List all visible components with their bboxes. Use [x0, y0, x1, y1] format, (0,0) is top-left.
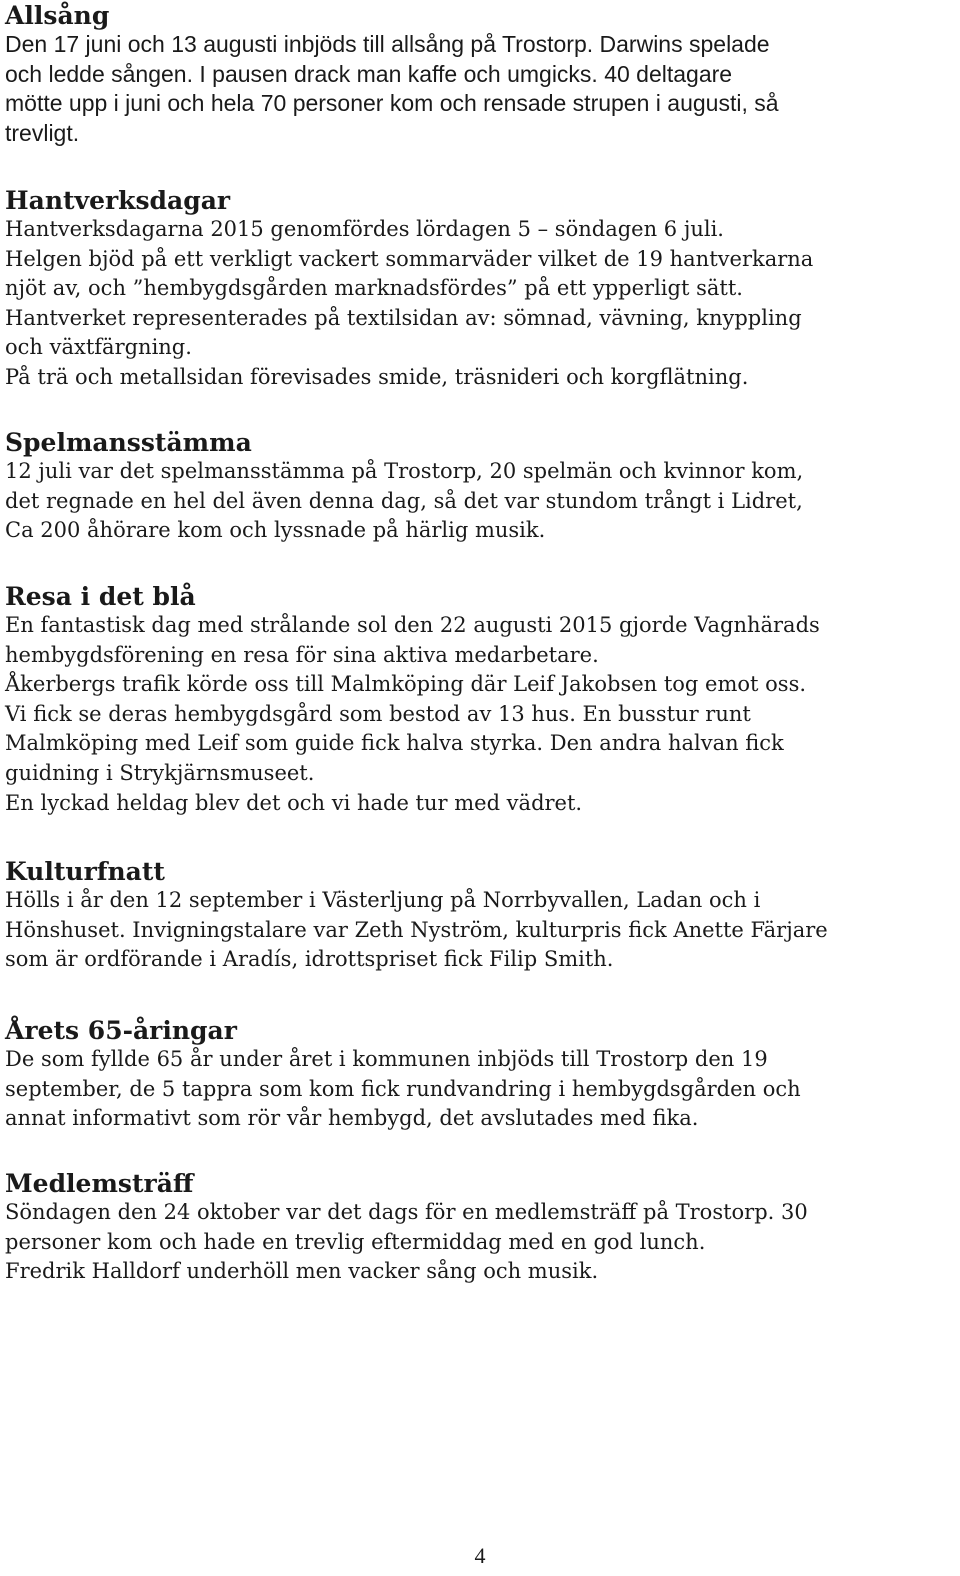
text-line: Malmköping med Leif som guide fick halva styrka. Den andra halvan fick: [5, 731, 784, 756]
text-line: trevligt.: [5, 119, 80, 146]
text-line: annat informativt som rör vår hembygd, det avslutades med fika.: [5, 1106, 699, 1131]
section-heading: Medlemsträff: [5, 1169, 194, 1198]
text-line: det regnade en hel del även denna dag, så det var stundom trångt i Lidret,: [5, 488, 803, 513]
section-medlemstraff: [5, 1169, 808, 1287]
text-line: september, de 5 tappra som kom fick rundvandring i hembygdsgården och: [5, 1076, 801, 1101]
text-line: Hönshuset. Invigningstalare var Zeth Nyström, kulturpris fick Anette Färjare: [5, 917, 828, 942]
text-line: mötte upp i juni och hela 70 personer kom och rensade strupen i augusti, så: [5, 90, 779, 117]
section-heading: Årets 65-åringar: [5, 1016, 237, 1045]
text-line: En fantastisk dag med strålande sol den 22 augusti 2015 gjorde Vagnhärads: [5, 613, 820, 637]
text-line: Fredrik Halldorf underhöll men vacker sång och musik.: [5, 1259, 599, 1284]
text-line: Åkerbergs trafik körde oss till Malmköping där Leif Jakobsen tog emot oss.: [5, 672, 807, 697]
text-line: Söndagen den 24 oktober var det dags för en medlemsträff på Trostorp. 30: [5, 1200, 808, 1224]
section-heading: Allsång: [5, 1, 110, 30]
section-kulturfnatt: [5, 857, 828, 975]
section-arets-65-aringar: [5, 1016, 801, 1134]
text-line: 12 juli var det spelmansstämma på Trostorp, 20 spelmän och kvinnor kom,: [5, 459, 804, 483]
section-heading: Resa i det blå: [5, 582, 196, 611]
section-spelmansstamma: [5, 428, 803, 546]
text-line: njöt av, och ”hembygdsgården marknadsfördes” på ett ypperligt sätt.: [5, 276, 743, 301]
section-resa-i-det-bla: [5, 582, 820, 818]
text-line: Helgen bjöd på ett verkligt vackert sommarväder vilket de 19 hantverkarna: [5, 246, 814, 271]
text-line: Ca 200 åhörare kom och lyssnade på härlig musik.: [5, 518, 546, 543]
page-number: 4: [474, 1543, 486, 1568]
text-line: Hantverket representerades på textilsidan av: sömnad, vävning, knyppling: [5, 305, 802, 330]
text-line: personer kom och hade en trevlig eftermiddag med en god lunch.: [5, 1229, 706, 1254]
section-hantverksdagar: [5, 186, 813, 393]
section-allsang: [5, 1, 779, 148]
text-line: och ledde sången. I pausen drack man kaffe och umgicks. 40 deltagare: [5, 60, 733, 87]
text-line: En lyckad heldag blev det och vi hade tur med vädret.: [5, 790, 583, 815]
text-line: hembygdsförening en resa för sina aktiva medarbetare.: [5, 642, 599, 667]
text-line: och växtfärgning.: [5, 335, 192, 360]
text-line: Hölls i år den 12 september i Västerljung på Norrbyvallen, Ladan och i: [5, 888, 761, 912]
text-line: guidning i Strykjärnsmuseet.: [5, 760, 315, 785]
text-line: De som fyllde 65 år under året i kommunen inbjöds till Trostorp den 19: [5, 1047, 768, 1071]
section-heading: Hantverksdagar: [5, 186, 231, 215]
text-line: som är ordförande i Aradís, idrottspriset fick Filip Smith.: [5, 947, 614, 972]
section-heading: Spelmansstämma: [5, 428, 252, 457]
text-line: Vi fick se deras hembygdsgård som bestod av 13 hus. En busstur runt: [5, 701, 751, 726]
text-line: På trä och metallsidan förevisades smide, träsnideri och korgflätning.: [5, 364, 749, 389]
section-heading: Kulturfnatt: [5, 857, 165, 886]
text-line: Den 17 juni och 13 augusti inbjöds till allsång på Trostorp. Darwins spelade: [5, 31, 770, 57]
text-line: Hantverksdagarna 2015 genomfördes lördagen 5 – söndagen 6 juli.: [5, 217, 724, 241]
